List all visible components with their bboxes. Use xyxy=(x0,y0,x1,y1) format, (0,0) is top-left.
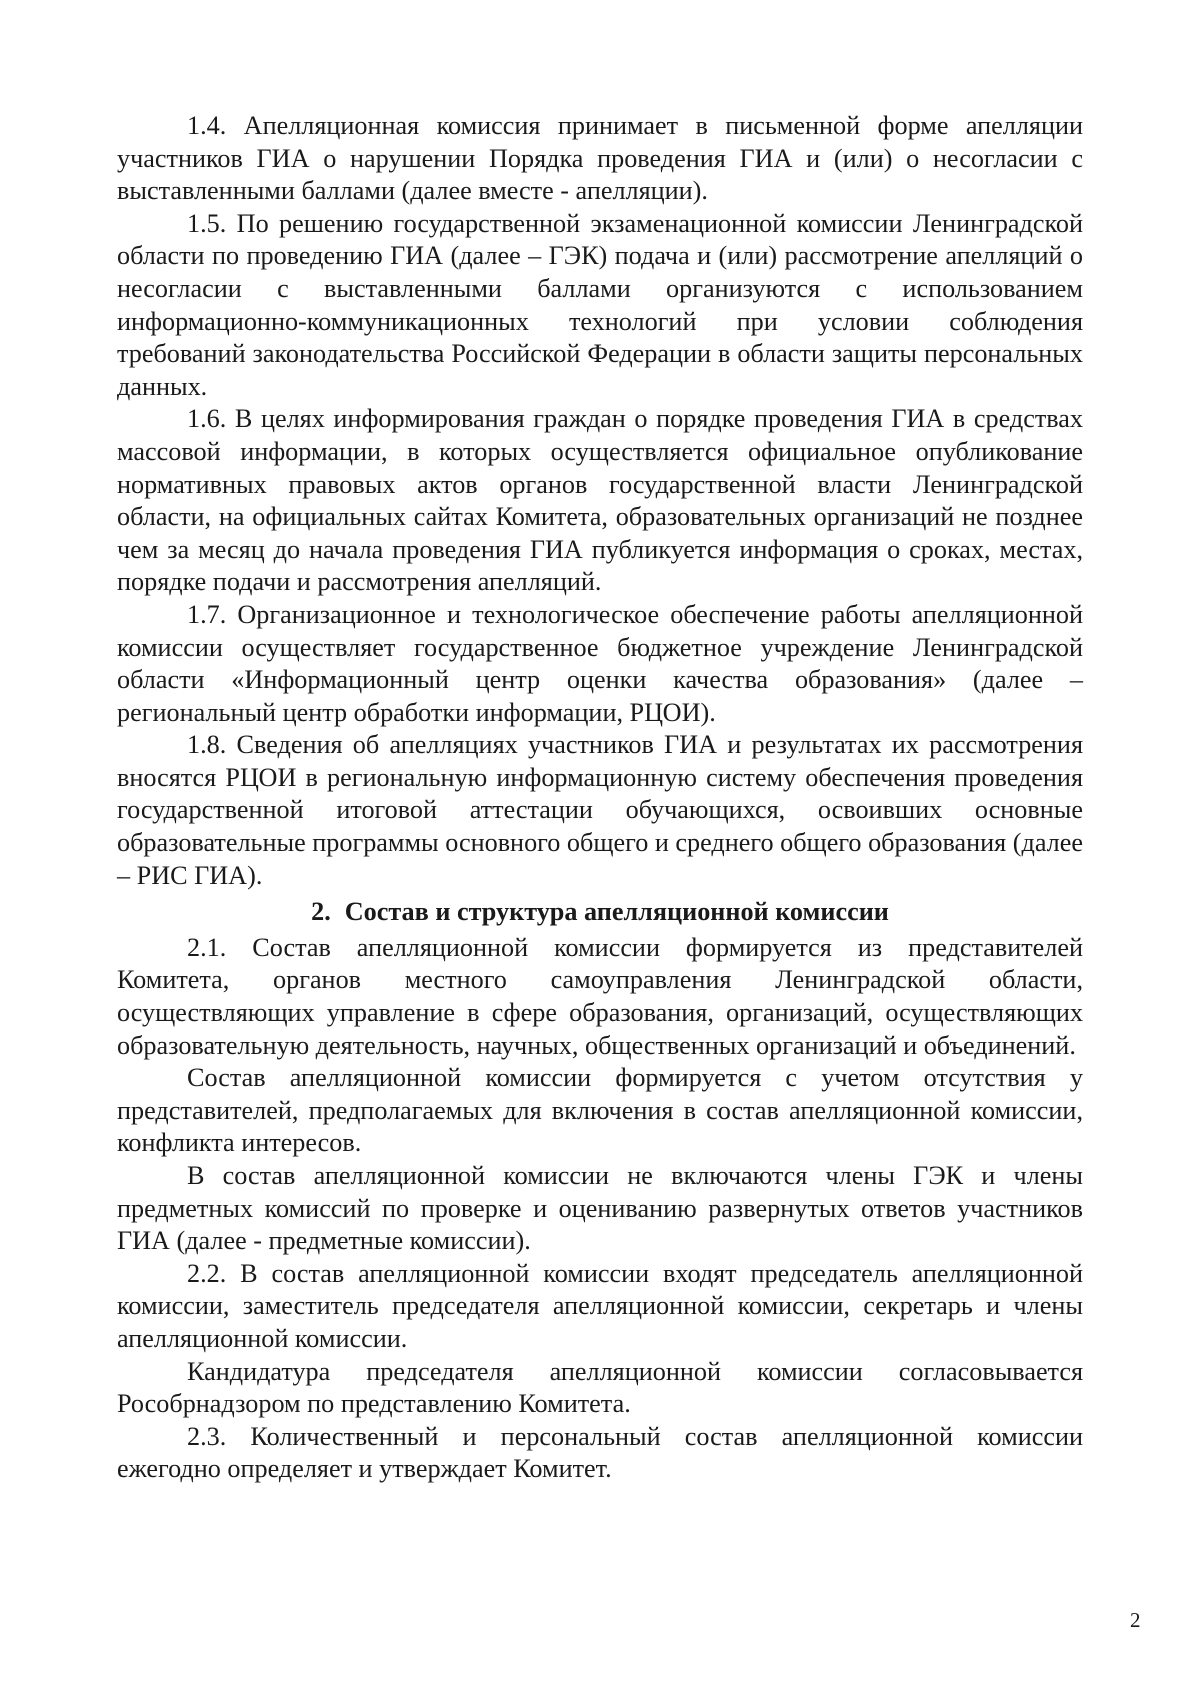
paragraph-exclusions: В состав апелляционной комиссии не включаются члены ГЭК и члены предметных комиссий по проверке и оцениванию развернутых ответов участников ГИА (далее - предметные комиссии). xyxy=(117,1161,1083,1256)
section-number: 2. xyxy=(311,897,331,927)
paragraph-1-4: 1.4. Апелляционная комиссия принимает в письменной форме апелляции участников ГИА о нарушении Порядка проведения ГИА и (или) о несогласии с выставленными баллами (далее вместе - апелляции). xyxy=(117,111,1083,206)
section-title: Состав и структура апелляционной комиссии xyxy=(344,897,889,927)
paragraph-1-8: 1.8. Сведения об апелляциях участников ГИА и результатах их рассмотрения вносятся РЦОИ в региональную информационную систему обеспечения проведения государственной итоговой аттестации обучающихся, освоивших основные образовательные программы основного общего и среднего общего образования (далее – РИС ГИА). xyxy=(117,730,1083,890)
paragraph-1-7: 1.7. Организационное и технологическое обеспечение работы апелляционной комиссии осуществляет государственное бюджетное учреждение Ленинградской области «Информационный центр оценки качества образования» (далее – региональный центр обработки информации, РЦОИ). xyxy=(117,599,1083,727)
paragraph-1-5: 1.5. По решению государственной экзаменационной комиссии Ленинградской области по проведению ГИА (далее – ГЭК) подача и (или) рассмотрение апелляций о несогласии с выставленными баллами организуются с использованием информационно-коммуникационных технологий при условии соблюдения требований законодательства Российской Федерации в области защиты персональных данных. xyxy=(117,208,1083,401)
document-page xyxy=(117,110,1083,1486)
paragraph-1-6: 1.6. В целях информирования граждан о порядке проведения ГИА в средствах массовой информации, в которых осуществляется официальное опубликование нормативных правовых актов органов государственной власти Ленинградской области, на официальных сайтах Комитета, образовательных организаций не позднее чем за месяц до начала проведения ГИА публикуется информация о сроках, местах, порядке подачи и рассмотрения апелляций. xyxy=(117,404,1083,597)
section-heading xyxy=(117,896,1083,929)
paragraph-2-2: 2.2. В состав апелляционной комиссии входят председатель апелляционной комиссии, заместитель председателя апелляционной комиссии, секретарь и члены апелляционной комиссии. xyxy=(117,1258,1083,1353)
paragraph-2-1: 2.1. Состав апелляционной комиссии формируется из представителей Комитета, органов местного самоуправления Ленинградской области, осуществляющих управление в сфере образования, организаций, осуществляющих образовательную деятельность, научных, общественных организаций и объединений. xyxy=(117,932,1083,1060)
paragraph-chair-approval: Кандидатура председателя апелляционной комиссии согласовывается Рособрнадзором по представлению Комитета. xyxy=(117,1356,1083,1419)
page-number: 2 xyxy=(1130,1608,1141,1632)
paragraph-2-3: 2.3. Количественный и персональный состав апелляционной комиссии ежегодно определяет и утверждает Комитет. xyxy=(117,1421,1083,1484)
paragraph-conflict-of-interest: Состав апелляционной комиссии формируется с учетом отсутствия у представителей, предполагаемых для включения в состав апелляционной комиссии, конфликта интересов. xyxy=(117,1063,1083,1158)
